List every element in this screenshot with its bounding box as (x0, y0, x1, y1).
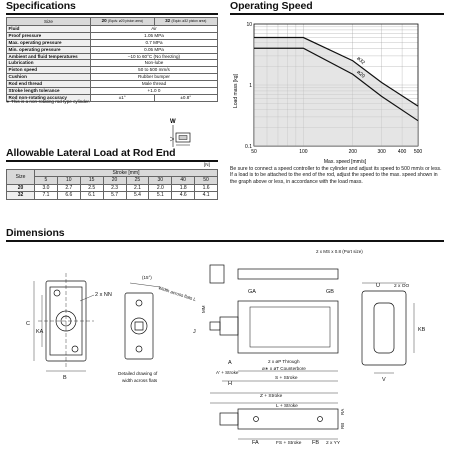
spec-header-row (7, 18, 218, 26)
dimensions-rule (6, 240, 444, 242)
spec-row: Lubrication Non-lube (7, 60, 218, 67)
side-rod-end (220, 317, 238, 335)
label-ka: KA (36, 329, 44, 335)
operating-speed-text: Be sure to connect a speed controller to the cylinder and adjust its speed to 500 mm/s or less. If a load is to be attached to the end of the rod, adjust the speed to the max. speed shown in the graph above or less, in accordance with the load mass. (230, 166, 442, 185)
specifications-title: Specifications (6, 0, 76, 12)
side-rod-thread (210, 322, 220, 330)
chart-series (254, 38, 418, 146)
bottom-body (238, 409, 338, 429)
label-s-stroke: S + Stroke (275, 376, 298, 381)
detail-hole-1 (136, 300, 142, 306)
spec-row: Min. operating pressure 0.05 MPa (7, 46, 218, 53)
label-t-counterbore: ø∗ x øT Counterbore (262, 366, 306, 371)
side-top-rod (210, 265, 224, 283)
spec-row: Proof pressure 1.05 MPa (7, 32, 218, 39)
front-view-hole-bottom (72, 346, 78, 352)
lat-header-size: Size (7, 170, 35, 185)
y-tick-label: 1 (249, 83, 252, 89)
label-fs-stroke: FS + Stroke (276, 441, 302, 446)
detail-angle-line (130, 283, 160, 287)
label-fb: FB (312, 440, 320, 446)
label-ra: RA (340, 408, 345, 415)
label-width-across-flats: Width across flats L (157, 285, 197, 303)
label-a: A (228, 360, 232, 366)
chart-xlabel: Max. speed [mm/s] (323, 159, 367, 165)
operating-region (254, 38, 418, 146)
spec-row: Piston speed 50 to 500 mm/s (7, 67, 218, 74)
spec-row: Fluid Air (7, 25, 218, 32)
lateral-load-table (6, 169, 218, 200)
bottom-hole-1 (254, 417, 259, 422)
detail-rod-bore (131, 318, 147, 334)
chart-ylabel: Load mass [kg] (233, 74, 239, 108)
x-tick-label: 100 (299, 149, 308, 155)
series-label-1: ø20 (355, 69, 366, 80)
label-ga: GA (248, 289, 256, 295)
lat-row-32: 32 7.1 6.6 6.1 5.7 5.4 5.1 4.6 4.1 (7, 192, 218, 199)
detail-caption-1: Detailed drawing of (118, 371, 158, 376)
spec-row: Ambient and fluid temperatures –10 to 60°C (No freezing) (7, 53, 218, 60)
bottom-hole-2 (318, 417, 323, 422)
x-tick-label: 300 (377, 149, 386, 155)
bottom-rod-end (220, 413, 238, 425)
w-label: W (170, 119, 176, 125)
spec-row: Stroke length tolerance +1.0 0 (7, 88, 218, 95)
spec-header-32: 32 (Equiv. ø32 piston area) (154, 18, 218, 26)
label-v: V (382, 377, 386, 383)
dimensions-title: Dimensions (6, 227, 65, 239)
side-body (238, 301, 338, 353)
label-c: C (26, 321, 30, 327)
series-label-0: ø32 (355, 55, 366, 66)
specifications-rule (6, 13, 218, 15)
label-h: H (228, 381, 232, 387)
label-z-stroke: Z + Stroke (260, 394, 283, 399)
dimension-drawing (0, 243, 451, 451)
spec-row: Cushion Rubber bumper (7, 74, 218, 81)
w-arrow-icon (170, 137, 174, 141)
label-b: B (63, 375, 67, 381)
detail-view-body (125, 293, 153, 359)
label-oo: 2 x OO (394, 284, 410, 289)
label-mm: MM (201, 305, 206, 313)
label-a-stroke: A' + Stroke (216, 370, 239, 375)
side-top-rail (238, 269, 338, 279)
label-l-stroke: L + Stroke (276, 404, 298, 409)
spec-row: Rod end thread Male thread (7, 81, 218, 88)
front-view-hole-top (54, 290, 60, 296)
end-view-bore (374, 303, 394, 353)
label-p-through: 2 x øP Through (268, 359, 300, 364)
label-gb: GB (326, 289, 334, 295)
lateral-load-title: Allowable Lateral Load at Rod End (6, 147, 176, 159)
spec-header-size: Size (7, 18, 91, 26)
lat-stroke-row: 5 10 15 20 25 30 40 50 (7, 177, 218, 184)
lat-row-20: 20 3.0 2.7 2.5 2.3 2.1 2.0 1.8 1.6 (7, 184, 218, 191)
label-ms: 2 x MS x 0.8 (Port size) (316, 249, 363, 254)
operating-speed-chart (230, 16, 444, 166)
label-nn: 2 x NN (95, 292, 112, 298)
spec-row: Max. operating pressure 0.7 MPa (7, 39, 218, 46)
label-j: J (193, 329, 196, 335)
detail-flat-shape (135, 322, 143, 330)
y-tick-label: 0.1 (245, 144, 252, 150)
specifications-table (6, 17, 218, 102)
y-tick-label: 10 (246, 22, 252, 28)
lat-header-stroke: Stroke [mm] (35, 170, 218, 177)
x-tick-label: 500 (413, 149, 423, 155)
spec-footnote: ∗ This is a non-rotating rod type cylinder. (6, 99, 90, 104)
x-tick-label: 400 (397, 149, 407, 155)
end-view-body (362, 291, 406, 365)
label-fa: FA (252, 440, 259, 446)
x-tick-label: 200 (348, 149, 357, 155)
operating-speed-title: Operating Speed (230, 0, 313, 12)
operating-speed-rule (230, 13, 444, 15)
lateral-load-unit: [N] (204, 162, 210, 167)
label-rb: RB (340, 422, 345, 429)
x-tick-label: 50 (251, 149, 257, 155)
detail-hole-2 (136, 346, 142, 352)
label-yy: 2 x YY (326, 441, 341, 446)
lat-header-row (7, 170, 218, 177)
detail-caption-2: width across flats (122, 378, 158, 383)
label-u: U (376, 283, 380, 289)
label-kb: KB (418, 327, 426, 333)
label-15deg: (15°) (142, 275, 152, 280)
side-body-inner (250, 307, 330, 347)
spec-row-accuracy: Rod non-rotating accuracy ±1° ±0.8° (7, 94, 218, 101)
rod-flat-shape (179, 136, 187, 140)
spec-header-20: 20 (Equiv. ø20 piston area) (91, 18, 155, 26)
lateral-load-rule (6, 160, 218, 162)
